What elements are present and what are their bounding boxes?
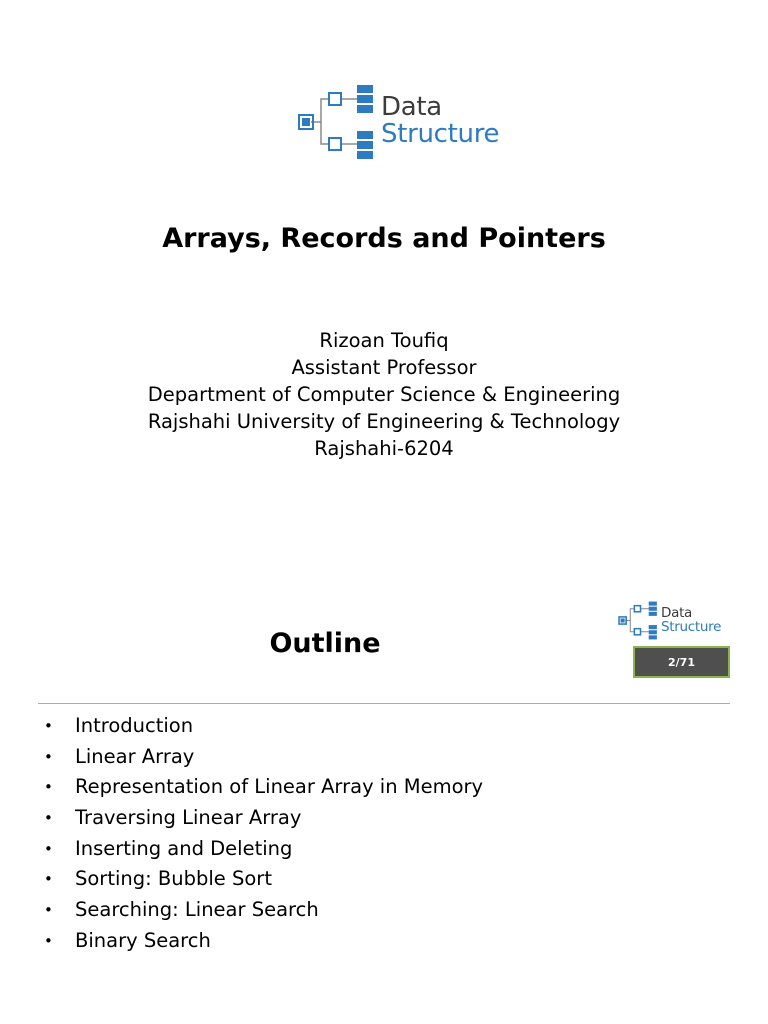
author-name: Rizoan Toufiq <box>319 329 449 352</box>
bullet: • <box>44 778 53 797</box>
author-university: Rajshahi University of Engineering & Technology <box>147 410 621 433</box>
hierarchy-tree-icon <box>297 84 383 162</box>
author-position: Assistant Professor <box>291 356 477 379</box>
list-item-text: Representation of Linear Array in Memory <box>75 775 484 799</box>
bullet: • <box>44 809 53 828</box>
bullet: • <box>44 870 53 889</box>
data-structure-logo <box>297 84 499 162</box>
bullet: • <box>44 839 53 858</box>
bullet: • <box>44 901 53 920</box>
list-item-text: Binary Search <box>75 928 211 952</box>
author-city: Rajshahi-6204 <box>314 437 454 460</box>
slide-title: Arrays, Records and Pointers <box>162 223 606 254</box>
page-number: 2/71 <box>668 655 695 669</box>
list-item-text: Inserting and Deleting <box>75 836 293 860</box>
list-item-text: Searching: Linear Search <box>75 898 319 922</box>
author-info <box>0 327 768 462</box>
list-item-text: Linear Array <box>75 744 195 768</box>
list-item-text: Traversing Linear Array <box>75 806 302 830</box>
bullet: • <box>44 747 53 766</box>
logo-word-data: Data <box>661 605 693 621</box>
bullet: • <box>44 931 53 950</box>
page-number-badge <box>633 646 730 678</box>
hierarchy-tree-icon <box>618 601 662 641</box>
outline-title: Outline <box>269 628 381 659</box>
list-item-text: Sorting: Bubble Sort <box>75 867 272 891</box>
list-item-text: Introduction <box>75 714 194 737</box>
divider <box>38 703 730 704</box>
bullet: • <box>44 717 53 735</box>
data-structure-logo-small <box>618 601 721 641</box>
logo-word-structure: Structure <box>661 619 722 635</box>
author-department: Department of Computer Science & Engineering <box>147 383 621 406</box>
logo-word-data: Data <box>381 92 442 122</box>
logo-word-structure: Structure <box>381 119 500 149</box>
